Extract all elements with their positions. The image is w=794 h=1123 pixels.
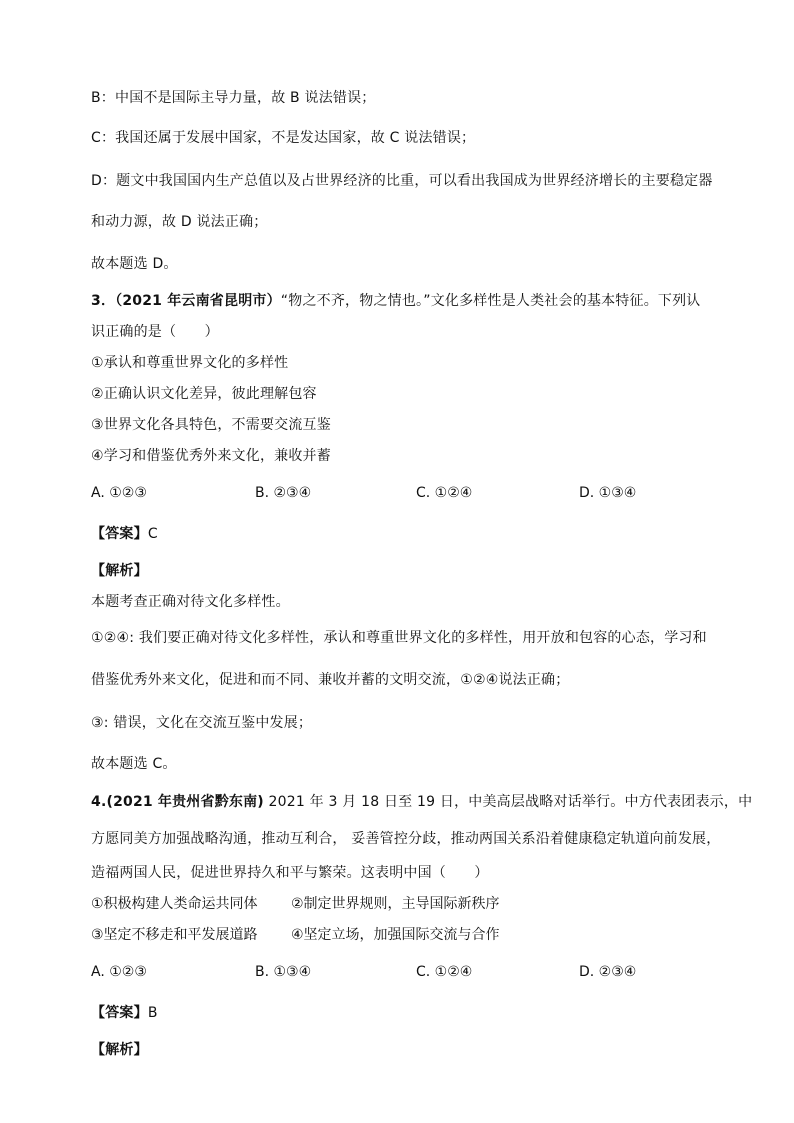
q4-option-b: B. ①③④ bbox=[255, 964, 312, 980]
q3-item-4: ④学习和借鉴优秀外来文化，兼收并蓄 bbox=[91, 448, 331, 464]
q4-stem-line2: 方愿同美方加强战略沟通，推动互利合， 妥善管控分歧，推动两国关系沿着健康稳定轨道向前发展， bbox=[91, 831, 721, 847]
q4-items-row2 bbox=[91, 925, 591, 945]
q4-stem-text: 2021 年 3 月 18 日至 19 日，中美高层战略对话举行。中方代表团表示，中 bbox=[263, 794, 753, 810]
q3-item-2: ②正确认识文化差异，彼此理解包容 bbox=[91, 386, 317, 402]
prev-analysis-d-line2: 和动力源，故 D 说法正确； bbox=[91, 214, 268, 230]
q3-stem-line2: 识正确的是（ ） bbox=[91, 324, 219, 340]
q3-analysis-4: ③: 错误，文化在交流互鉴中发展； bbox=[91, 715, 313, 731]
q4-option-d: D. ②③④ bbox=[579, 964, 637, 980]
prev-analysis-d-line1: D：题文中我国国内生产总值以及占世界经济的比重，可以看出我国成为世界经济增长的主要稳定器 bbox=[91, 173, 713, 189]
q3-answer bbox=[91, 524, 158, 544]
q3-answer-value: C bbox=[147, 526, 158, 542]
q3-source: （2021 年云南省昆明市） bbox=[115, 293, 281, 309]
q3-analysis-5: 故本题选 C。 bbox=[91, 756, 177, 772]
q4-item-4: ④坚定立场，加强国际交流与合作 bbox=[291, 927, 500, 943]
q3-options bbox=[91, 483, 711, 503]
q3-analysis-2: ①②④: 我们要正确对待文化多样性，承认和尊重世界文化的多样性，用开放和包容的心态，学习和 bbox=[91, 630, 707, 646]
q4-item-1: ①积极构建人类命运共同体 bbox=[91, 896, 258, 912]
q4-item-3: ③坚定不移走和平发展道路 bbox=[91, 927, 258, 943]
prev-conclusion: 故本题选 D。 bbox=[91, 256, 178, 272]
prev-analysis-b: B：中国不是国际主导力量，故 B 说法错误； bbox=[91, 90, 376, 106]
q3-option-b: B. ②③④ bbox=[255, 485, 312, 501]
q3-option-a: A. ①②③ bbox=[91, 485, 147, 501]
q4-options bbox=[91, 962, 711, 982]
q4-item-2: ②制定世界规则，主导国际新秩序 bbox=[291, 896, 500, 912]
q3-option-d: D. ①③④ bbox=[579, 485, 637, 501]
q4-source: (2021 年贵州省黔东南) bbox=[106, 794, 264, 810]
q3-item-3: ③世界文化各具特色，不需要交流互鉴 bbox=[91, 417, 331, 433]
q3-number: 3． bbox=[91, 293, 116, 309]
q3-analysis-label: 【解析】 bbox=[91, 563, 148, 579]
q3-answer-label: 【答案】 bbox=[91, 526, 148, 542]
q4-stem-line3: 造福两国人民，促进世界持久和平与繁荣。这表明中国（ ） bbox=[91, 865, 489, 881]
prev-analysis-c: C：我国还属于发展中国家，不是发达国家，故 C 说法错误； bbox=[91, 130, 476, 146]
q3-option-c: C. ①②④ bbox=[416, 485, 473, 501]
q4-analysis-label: 【解析】 bbox=[91, 1042, 148, 1058]
q4-option-a: A. ①②③ bbox=[91, 964, 147, 980]
q3-stem-line1 bbox=[91, 291, 701, 311]
q4-items-row1 bbox=[91, 894, 591, 914]
q4-number: 4. bbox=[91, 794, 107, 810]
q3-analysis-1: 本题考查正确对待文化多样性。 bbox=[91, 594, 290, 610]
q3-item-1: ①承认和尊重世界文化的多样性 bbox=[91, 355, 289, 371]
q4-answer-label: 【答案】 bbox=[91, 1005, 148, 1021]
q4-answer bbox=[91, 1003, 158, 1023]
q3-stem-text: “物之不齐，物之情也。”文化多样性是人类社会的基本特征。下列认 bbox=[280, 293, 701, 309]
q4-stem-line1 bbox=[91, 792, 752, 812]
q3-analysis-3: 借鉴优秀外来文化，促进和而不同、兼收并蓄的文明交流，①②④说法正确； bbox=[91, 672, 570, 688]
q4-answer-value: B bbox=[147, 1005, 158, 1021]
q4-option-c: C. ①②④ bbox=[416, 964, 473, 980]
